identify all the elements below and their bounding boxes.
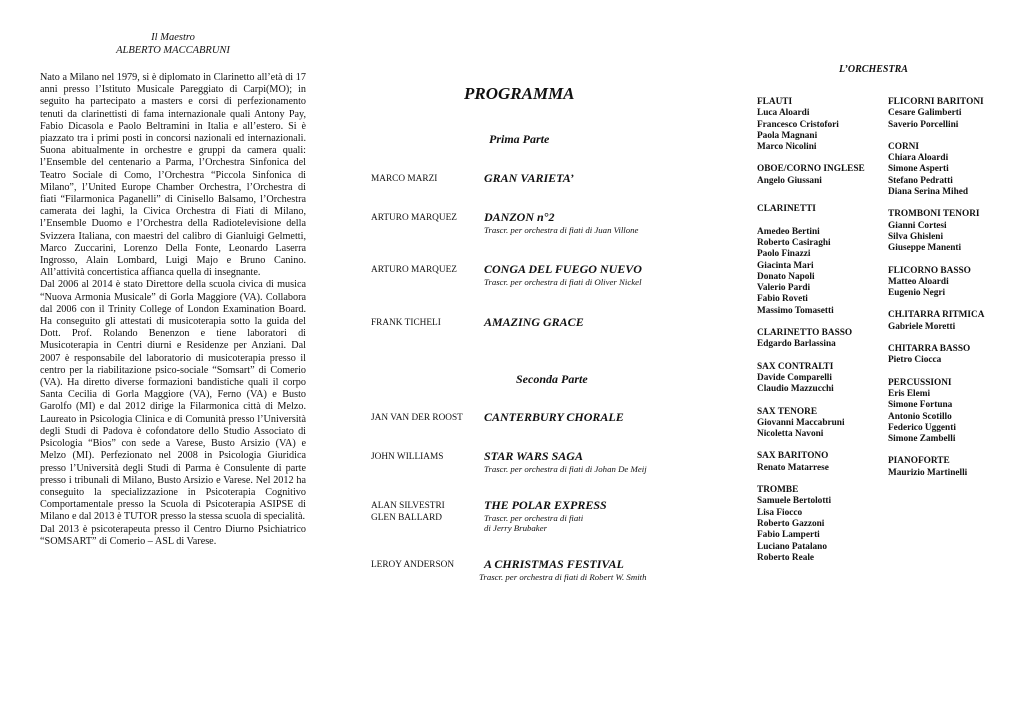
instrument-heading: SAX CONTRALTI: [757, 361, 834, 372]
instrument-section: [888, 97, 1008, 131]
musician-name: Simone Asperti: [888, 164, 949, 175]
musician-name: Matteo Aloardi: [888, 276, 949, 287]
piece-arrangement: [484, 513, 583, 533]
bio-paragraph: Dal 2013 è psicoterapeuta presso il Centro Diurno Psichiatrico “SOMSART” di Comerio – ASL di Varese.: [40, 523, 306, 547]
instrument-heading: PERCUSSIONI: [888, 377, 952, 388]
instrument-section: [888, 378, 1008, 446]
musician-name: Valerio Pardi: [757, 283, 811, 294]
musician-name: Nicoletta Navoni: [757, 429, 824, 440]
musician-name: Roberto Casiraghi: [757, 237, 831, 248]
musician-name: Massimo Tomasetti: [757, 305, 834, 316]
musician-name: Cesare Galimberti: [888, 108, 962, 119]
instrument-heading: FLICORNO BASSO: [888, 265, 971, 276]
instrument-section: [757, 164, 887, 187]
instrument-section: [757, 204, 887, 317]
musician-name: Saverio Porcellini: [888, 119, 959, 130]
musician-name: Amedeo Bertini: [757, 226, 820, 237]
musician-name: Giacinta Mari: [757, 260, 814, 271]
piece-title: CANTERBURY CHORALE: [484, 410, 624, 424]
piece-arrangement: Trascr. per orchestra di fiati di Oliver Nickel: [484, 277, 642, 287]
musician-name: Antonio Scotillo: [888, 411, 952, 422]
piece-title: STAR WARS SAGA: [484, 449, 583, 463]
musician-name: Chiara Aloardi: [888, 153, 949, 164]
piece-arrangement-line1: Trascr. per orchestra di fiati: [484, 513, 584, 523]
instrument-heading: CHITARRA BASSO: [888, 344, 971, 355]
instrument-section: [888, 209, 1008, 254]
instrument-section: [757, 407, 887, 441]
piece-title: GRAN VARIETA’: [484, 171, 574, 185]
section-second-part: Seconda Parte: [516, 372, 588, 386]
musician-name: Paolo Finazzi: [757, 249, 811, 260]
musician-name: Samuele Bertolotti: [757, 496, 832, 507]
musician-name: Silva Ghisleni: [888, 231, 944, 242]
instrument-heading: CH.ITARRA RITMICA: [888, 310, 985, 321]
instrument-heading: OBOE/CORNO INGLESE: [757, 164, 865, 175]
instrument-section: [757, 97, 887, 153]
musician-name: Renato Matarrese: [757, 462, 829, 473]
instrument-heading: CLARINETTI: [757, 204, 816, 215]
instrument-heading: SAX TENORE: [757, 406, 818, 417]
piece-arrangement: Trascr. per orchestra di fiati di Johan De Meij: [484, 464, 647, 474]
bio-heading-role: Il Maestro: [151, 32, 195, 43]
musician-name: Eugenio Negri: [888, 288, 946, 299]
piece-composer: ARTURO MARQUEZ: [371, 213, 457, 223]
musician-name: Angelo Giussani: [757, 175, 822, 186]
bio-paragraph: Nato a Milano nel 1979, si è diplomato in Clarinetto all’età di 17 anni presso l’Istituto Musicale Pareggiato di Carpi(MO); in seguito ha partecipato a masters e corsi di perfezionamento tenuti da clarinettisti di fama internazionale quali Antony Pay, Fabio Dicasola e Paolo Beltramini in Italia e all’estero. Si è piazzato tra i primi posti in concorsi nazionali ed internazionali. Suona abitualmente in orchestre e gruppi da camera quali: l’Ensemble del centenario a Parma, l’Orchestra Sinfonica del Teatro Sociale di Como, l’Orchestra “Piccola Sinfonica di Milano”, l’United Europe Chamber Orchestra, l’Orchestra di fiati “Filarmonica Paganelli” di Cinisello Balsamo, l’Orchestra camerata dei laghi, la Civica Orchestra di Fiati di Milano, l’Ensemble Duomo e l’Orchestra della Radiotelevisione della Svizzera Italiana, con maestri del calibro di Gianluigi Gelmetti, Marco Zuccarini, Lorenzo Della Fonte, Leonardo Laserra Ingrosso, Alain Lombard, Luigi Majo e Bruno Canino. All’attività concertistica affianca quella di insegnante.: [40, 72, 306, 279]
piece-composer: FRANK TICHELI: [371, 318, 441, 328]
instrument-heading: CORNI: [888, 141, 919, 152]
section-first-part: Prima Parte: [489, 132, 550, 146]
programme-title: PROGRAMMA: [464, 84, 575, 103]
bio-heading-name: ALBERTO MACCABRUNI: [116, 45, 230, 56]
piece-arrangement: Trascr. per orchestra di fiati di Robert W. Smith: [479, 572, 647, 582]
musician-name: Simone Zambelli: [888, 434, 956, 445]
programme-column: [370, 0, 710, 725]
piece-composer: JOHN WILLIAMS: [371, 452, 444, 462]
musician-name: Simone Fortuna: [888, 400, 953, 411]
instrument-section: [888, 456, 1008, 479]
instrument-heading: FLAUTI: [757, 97, 793, 107]
instrument-heading: SAX BARITONO: [757, 451, 829, 462]
musician-name: Diana Serina Mihed: [888, 187, 969, 198]
piece-arrangement-line2: di Jerry Brubaker: [484, 523, 548, 533]
instrument-heading: CLARINETTO BASSO: [757, 328, 853, 339]
piece-composer: ARTURO MARQUEZ: [371, 265, 457, 275]
musician-name: Davide Comparelli: [757, 372, 832, 383]
piece-title: AMAZING GRACE: [484, 315, 584, 329]
piece-composer: LEROY ANDERSON: [371, 560, 455, 570]
musician-name: Fabio Roveti: [757, 294, 808, 305]
piece-title: DANZON n°2: [484, 210, 555, 224]
musician-name: Gianni Cortesi: [888, 220, 947, 231]
instrument-heading: TROMBONI TENORI: [888, 209, 980, 220]
piece-title: THE POLAR EXPRESS: [484, 498, 607, 512]
piece-arrangement: Trascr. per orchestra di fiati di Juan Villone: [484, 225, 639, 235]
piece-composer: [371, 500, 445, 524]
musician-name: Luca Aloardi: [757, 108, 810, 119]
piece-composer: MARCO MARZI: [371, 174, 438, 184]
instrument-section: [888, 344, 1008, 367]
biography-column: [40, 31, 306, 548]
instrument-section: [757, 485, 887, 564]
piece-title: CONGA DEL FUEGO NUEVO: [484, 262, 642, 276]
orchestra-title: L’ORCHESTRA: [839, 64, 908, 75]
musician-name: Giuseppe Manenti: [888, 243, 962, 254]
musician-name: [757, 215, 887, 226]
musician-name: Francesco Cristofori: [757, 119, 839, 130]
instrument-heading: TROMBE: [757, 485, 799, 496]
bio-heading: [40, 31, 306, 57]
musician-name: Lisa Fiocco: [757, 507, 803, 518]
bio-paragraph: Dal 2006 al 2014 è stato Direttore della scuola civica di musica “Nuova Armonia Musicale” di Gorla Maggiore (VA). Collabora dal 2006 con il Trinity College of London Examination Board. Ha conseguito gli attestati di musicoterapia sotto la guida del Dott. Prof. Rolando Benenzon e tiene laboratori di Musicoterapia in Centri diurni e Residenze per Anziani. Dal 2007 è responsabile del laboratorio di musicoterapia presso il centro per la riabilitazione psico-sociale “Somsart” di Comerio (VA). Ha diretto diverse formazioni bandistiche quali il corpo Santa Cecilia di Gorla Maggiore (VA), Ferno (VA) e Busto Garolfo (MI) e dal 2012 dirige la Filarmonica città di Melzo. Laureato in Psicologia Clinica e di Comunità presso l’Università degli Studi di Padova è cofondatore dello Studio Associato di Psicologia “Bios” con sede a Varese, Busto Arsizio (VA) e Melzo (MI). Perfezionato nel 2008 in Psicologia Giuridica presso l’Università degli Studi di Parma è Consulente di parte presso i tribunali di Milano, Busto Arsizio e Varese. Nel 2012 ha conseguito la specializzazione in Psicoterapia Cognitivo Comportamentale presso la Scuola di Psicoterapia ASIPSE di Milano e dal 2013 è TUTOR presso la stessa scuola di specialità.: [40, 279, 306, 523]
piece-composer: JAN VAN DER ROOST: [371, 413, 463, 423]
orchestra-list-left: [757, 97, 887, 564]
musician-name: Maurizio Martinelli: [888, 467, 968, 478]
musician-name: Luciano Patalano: [757, 541, 827, 552]
musician-name: Giovanni Maccabruni: [757, 417, 845, 428]
musician-name: Federico Uggenti: [888, 422, 956, 433]
musician-name: Stefano Pedratti: [888, 175, 953, 186]
instrument-section: [757, 328, 887, 351]
bio-text: [40, 72, 306, 548]
instrument-section: [757, 362, 887, 396]
instrument-section: [888, 266, 1008, 300]
musician-name: Eris Elemi: [888, 388, 931, 399]
musician-name: Donato Napoli: [757, 271, 815, 282]
musician-name: Fabio Lamperti: [757, 530, 820, 541]
instrument-section: [757, 451, 887, 474]
piece-composer-2: GLEN BALLARD: [371, 513, 443, 523]
musician-name: Paola Magnani: [757, 130, 818, 141]
musician-name: Roberto Gazzoni: [757, 518, 825, 529]
instrument-section: [888, 142, 1008, 198]
musician-name: Roberto Reale: [757, 552, 815, 563]
piece-composer-1: ALAN SILVESTRI: [371, 501, 445, 511]
musician-name: Edgardo Barlassina: [757, 339, 836, 350]
instrument-section: [888, 310, 1008, 333]
musician-name: Gabriele Moretti: [888, 321, 956, 332]
orchestra-column: [757, 0, 997, 725]
orchestra-list-right: [888, 97, 1008, 479]
instrument-heading: PIANOFORTE: [888, 456, 950, 467]
piece-title: A CHRISTMAS FESTIVAL: [484, 557, 624, 571]
musician-name: Marco Nicolini: [757, 142, 817, 153]
musician-name: Pietro Ciocca: [888, 355, 942, 366]
instrument-heading: FLICORNI BARITONI: [888, 97, 984, 107]
musician-name: Claudio Mazzucchi: [757, 384, 834, 395]
